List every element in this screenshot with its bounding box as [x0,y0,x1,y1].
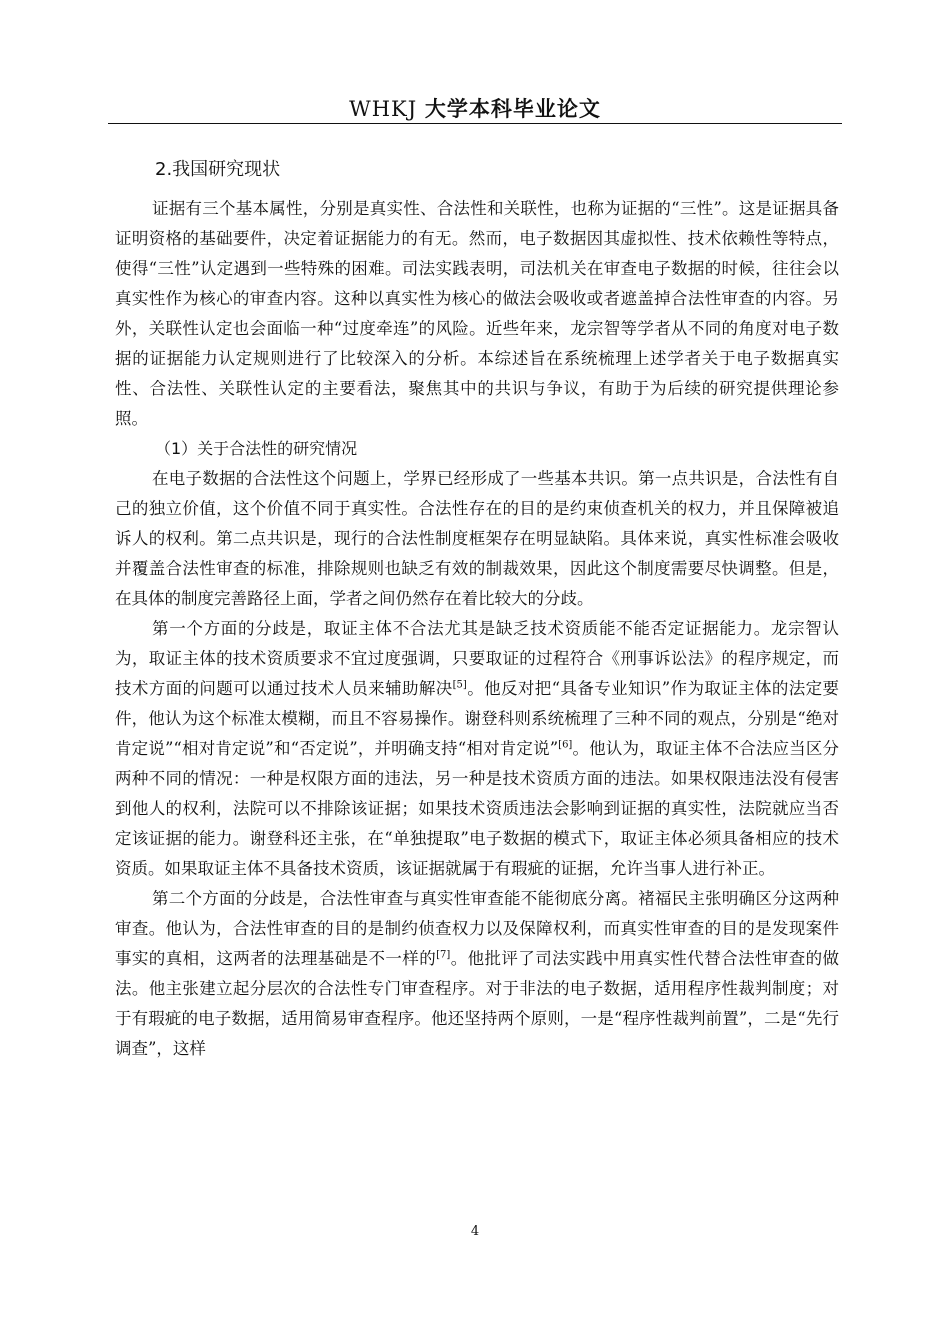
page-number: 4 [470,1224,480,1239]
citation-5: [5] [452,679,467,691]
paragraph-text: 。他反对把“具备专业知识”作为取证主体的法定要件，他认为这个标准太模糊，而且不容易操作。谢登科则系统梳理了三种不同的观点，分别是“绝对肯定说”“相对肯定说”和“否定说”，并明确支持“相对肯定说” [115,679,839,758]
header-title: 大学本科毕业论文 [424,97,601,121]
paragraph-divergence-2 [115,884,839,1064]
section-title: 2.我国研究现状 [155,159,281,180]
subsection-title: （1）关于合法性的研究情况 [155,439,358,458]
header-rule [108,123,842,124]
running-header [108,96,842,122]
paragraph-text: 第一个方面的分歧是，取证主体不合法尤其是缺乏技术资质能不能否定证据能力。龙宗智认为，取证主体的技术资质要求不宜过度强调，只要取证的过程符合《刑事诉讼法》的程序规定，而技术方面的问题可以通过技术人员来辅助解决 [115,619,839,698]
citation-6: [6] [558,739,573,751]
citation-7: [7] [436,949,451,961]
document-body [115,156,839,1064]
paragraph-intro: 证据有三个基本属性，分别是真实性、合法性和关联性，也称为证据的“三性”。这是证据具备证明资格的基础要件，决定着证据能力的有无。然而，电子数据因其虚拟性、技术依赖性等特点，使得“三性”认定遇到一些特殊的困难。司法实践表明，司法机关在审查电子数据的时候，往往会以真实性作为核心的审查内容。这种以真实性为核心的做法会吸收或者遮盖掉合法性审查的内容。另外，关联性认定也会面临一种“过度牵连”的风险。近些年来，龙宗智等学者从不同的角度对电子数据的证据能力认定规则进行了比较深入的分析。本综述旨在系统梳理上述学者关于电子数据真实性、合法性、关联性认定的主要看法，聚焦其中的共识与争议，有助于为后续的研究提供理论参照。 [115,199,839,428]
paragraph-text: 。他认为，取证主体不合法应当区分两种不同的情况：一种是权限方面的违法，另一种是技术资质方面的违法。如果权限违法没有侵害到他人的权利，法院可以不排除该证据；如果技术资质违法会影响到证据的真实性，法院就应当否定该证据的能力。谢登科还主张，在“单独提取”电子数据的模式下，取证主体必须具备相应的技术资质。如果取证主体不具备技术资质，该证据就属于有瑕疵的证据，允许当事人进行补正。 [115,739,839,878]
header-latin: WHKJ [349,97,418,121]
paragraph-text: 。他批评了司法实践中用真实性代替合法性审查的做法。他主张建立起分层次的合法性专门审查程序。对于非法的电子数据，适用程序性裁判制度；对于有瑕疵的电子数据，适用简易审查程序。他还坚持两个原则，一是“程序性裁判前置”，二是“先行调查”，这样 [115,949,840,1058]
paragraph-text: 第二个方面的分歧是，合法性审查与真实性审查能不能彻底分离。褚福民主张明确区分这两种审查。他认为，合法性审查的目的是制约侦查权力以及保障权利，而真实性审查的目的是发现案件事实的真相，这两者的法理基础是不一样的 [115,889,839,968]
paragraph-divergence-1 [115,614,839,884]
paragraph-consensus: 在电子数据的合法性这个问题上，学界已经形成了一些基本共识。第一点共识是，合法性有自己的独立价值，这个价值不同于真实性。合法性存在的目的是约束侦查机关的权力，并且保障被追诉人的权利。第二点共识是，现行的合法性制度框架存在明显缺陷。具体来说，真实性标准会吸收并覆盖合法性审查的标准，排除规则也缺乏有效的制裁效果，因此这个制度需要尽快调整。但是，在具体的制度完善路径上面，学者之间仍然存在着比较大的分歧。 [115,469,839,608]
